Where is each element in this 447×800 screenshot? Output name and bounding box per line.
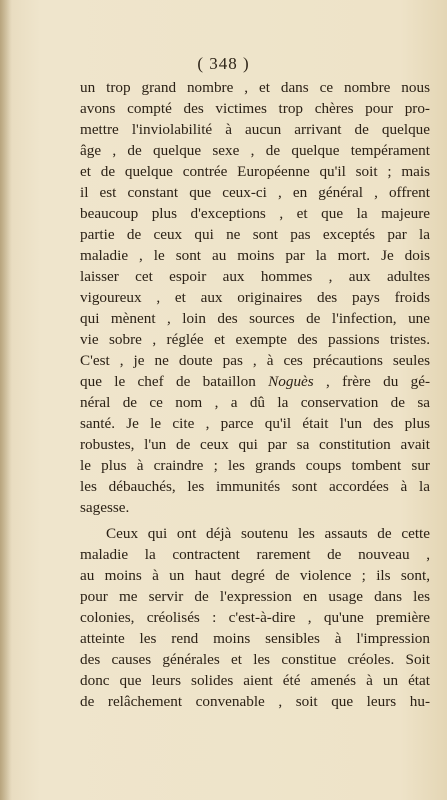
text-line: au moins à un haut degré de violence ; ils sont, [80, 567, 430, 584]
text-line: les débauchés, les immunités sont accordées à la [80, 478, 430, 495]
text-line: mettre l'inviolabilité à aucun arrivant de quelque [80, 121, 430, 138]
paragraph-1 [80, 77, 430, 518]
text-line: maladie , le sont au moins par la mort. Je dois [80, 247, 430, 264]
text-fragment: que le chef de bataillon [80, 373, 269, 390]
text-line: il est constant que ceux-ci , en général , offrent [80, 184, 430, 201]
text-line: de relâchement convenable , soit que leurs hu- [80, 693, 430, 710]
text-line: qui mènent , loin des sources de l'infection, une [80, 310, 430, 327]
binding-shadow [0, 0, 12, 800]
text-line: laisser cet espoir aux hommes , aux adultes [80, 268, 430, 285]
text-line: âge , de quelque sexe , de quelque tempérament [80, 142, 430, 159]
text-line: robustes, l'un de ceux qui par sa constitution avait [80, 436, 430, 453]
text-line: un trop grand nombre , et dans ce nombre nous [80, 79, 430, 96]
text-line: néral de ce nom , a dû la conservation de sa [80, 394, 430, 411]
text-line: Ceux qui ont déjà soutenu les assauts de cette [106, 525, 430, 542]
text-line: vigoureux , et aux originaires des pays froids [80, 289, 430, 306]
paragraph-2 [80, 523, 430, 712]
text-line: colonies, créolisés : c'est-à-dire , qu'une première [80, 609, 430, 626]
text-line: avons compté des victimes trop chères pour pro- [80, 100, 430, 117]
text-line: des causes générales et les constitue créoles. Soit [80, 651, 430, 668]
text-line: C'est , je ne doute pas , à ces précautions seules [80, 352, 430, 369]
page-number: ( 348 ) [197, 54, 250, 73]
text-line: partie de ceux qui ne sont pas exceptés par la [80, 226, 430, 243]
text-line: sagesse. [80, 499, 130, 516]
text-line: donc que leurs solides aient été amenés à un état [80, 672, 430, 689]
text-line: le plus à craindre ; les grands coups tombent sur [80, 457, 430, 474]
text-line: pour me servir de l'expression en usage dans les [80, 588, 430, 605]
text-line-with-name [80, 371, 430, 392]
italic-proper-name: Noguès [268, 373, 314, 390]
text-line: atteinte les rend moins sensibles à l'impression [80, 630, 430, 647]
body-text [80, 77, 430, 712]
text-fragment: , frère du gé- [313, 373, 431, 390]
text-line: maladie la contractent rarement de nouveau , [80, 546, 430, 563]
text-line: santé. Je le cite , parce qu'il était l'un des plus [80, 415, 430, 432]
text-line: beaucoup plus d'exceptions , et que la majeure [80, 205, 430, 222]
text-line: et de quelque contrée Européenne qu'il soit ; mais [80, 163, 430, 180]
text-line: vie sobre , réglée et exempte des passions tristes. [80, 331, 430, 348]
